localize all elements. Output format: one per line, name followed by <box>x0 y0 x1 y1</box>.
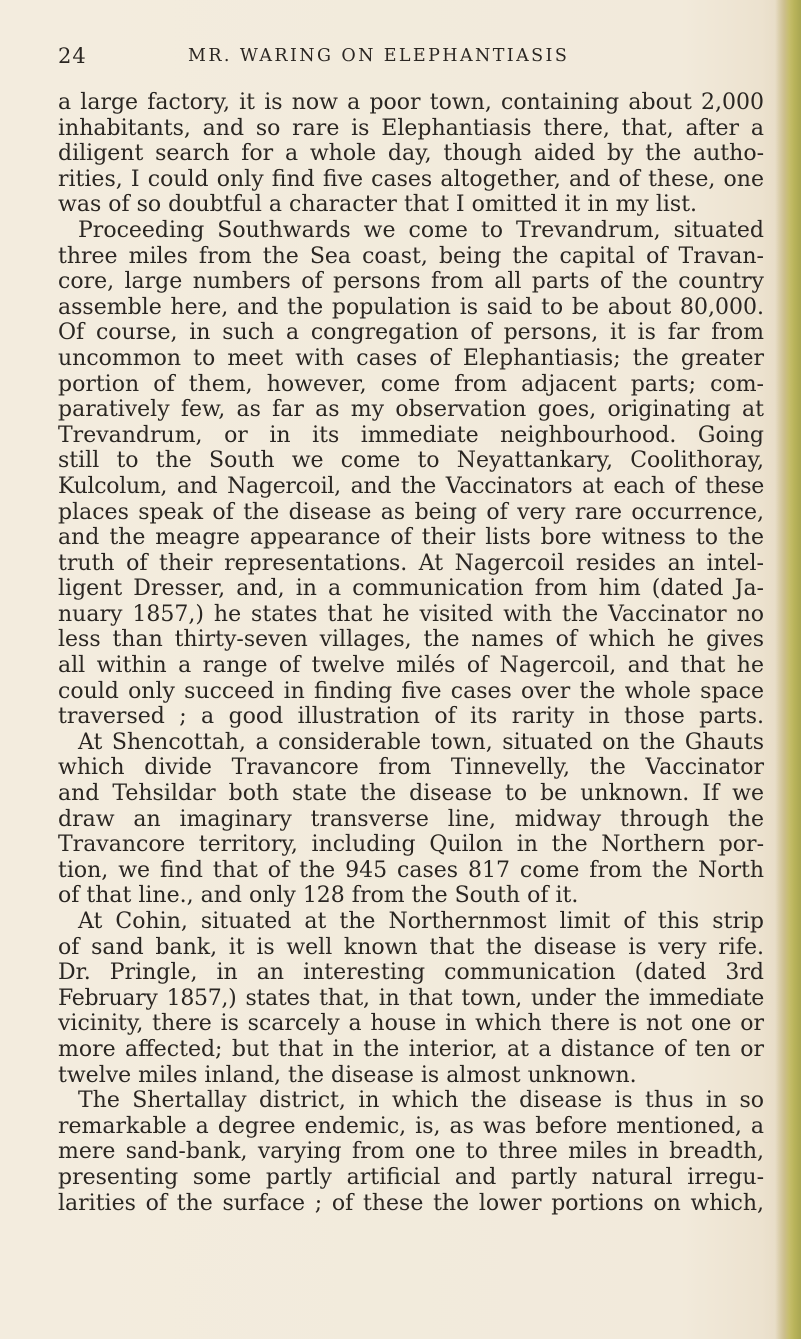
text-line: of that line., and only 128 from the South of it. <box>58 883 579 909</box>
text-line: Of course, in such a congregation of persons, it is far from <box>58 320 764 346</box>
text-line: truth of their representations. At Nagercoil resides an intel- <box>58 550 764 576</box>
text-line: less than thirty-seven villages, the names of which he gives <box>58 627 764 653</box>
text-line: uncommon to meet with cases of Elephantiasis; the greater <box>58 345 764 371</box>
text-line: which divide Travancore from Tinnevelly, the Vaccinator <box>58 755 764 781</box>
text-line: larities of the surface ; of these the lower portions on which, <box>58 1190 764 1216</box>
body-text <box>58 90 764 1216</box>
paragraph-start: The Shertallay district, in which the disease is thus in so <box>78 1088 764 1114</box>
running-head: MR. WARING ON ELEPHANTIASIS <box>188 46 570 66</box>
paragraph-start: At Shencottah, a considerable town, situated on the Ghauts <box>78 729 764 755</box>
text-line: traversed ; a good illustration of its rarity in those parts. <box>58 704 764 730</box>
text-line: remarkable a degree endemic, is, as was before mentioned, a <box>58 1113 764 1139</box>
text-line: February 1857,) states that, in that town, under the immediate <box>58 985 764 1011</box>
text-line: presenting some partly artificial and partly natural irregu- <box>58 1164 764 1190</box>
page-header <box>58 44 758 72</box>
text-line: was of so doubtful a character that I omitted it in my list. <box>58 192 698 218</box>
text-line: twelve miles inland, the disease is almost unknown. <box>58 1062 637 1088</box>
text-line: three miles from the Sea coast, being the capital of Travan- <box>58 243 764 269</box>
text-line: tion, we find that of the 945 cases 817 come from the North <box>58 857 764 883</box>
text-line: Trevandrum, or in its immediate neighbourhood. Going <box>58 422 764 448</box>
page-number: 24 <box>58 44 87 68</box>
text-line: could only succeed in finding five cases over the whole space <box>58 678 764 704</box>
text-line: assemble here, and the population is said to be about 80,000. <box>58 294 764 320</box>
paragraph-start: Proceeding Southwards we come to Trevandrum, situated <box>78 217 764 243</box>
text-line: paratively few, as far as my observation goes, originating at <box>58 397 764 423</box>
text-line: core, large numbers of persons from all parts of the country <box>58 269 764 295</box>
text-line: portion of them, however, come from adjacent parts; com- <box>58 371 764 397</box>
text-line: draw an imaginary transverse line, midway through the <box>58 806 764 832</box>
text-line: diligent search for a whole day, though aided by the autho- <box>58 141 764 167</box>
text-line: mere sand-bank, varying from one to three miles in breadth, <box>58 1139 764 1165</box>
text-line: nuary 1857,) he states that he visited with the Vaccinator no <box>58 601 764 627</box>
text-line: and the meagre appearance of their lists bore witness to the <box>58 525 764 551</box>
text-line: rities, I could only find five cases altogether, and of these, one <box>58 166 764 192</box>
text-line: still to the South we come to Neyattankary, Coolithoray, <box>58 448 764 474</box>
text-line: Kulcolum, and Nagercoil, and the Vaccinators at each of these <box>58 473 764 499</box>
text-line: ligent Dresser, and, in a communication from him (dated Ja- <box>58 576 764 602</box>
text-line: inhabitants, and so rare is Elephantiasis there, that, after a <box>58 115 764 141</box>
text-line: of sand bank, it is well known that the disease is very rife. <box>58 934 764 960</box>
text-line: all within a range of twelve milés of Nagercoil, and that he <box>58 653 764 679</box>
text-line: a large factory, it is now a poor town, containing about 2,000 <box>58 90 764 115</box>
text-line: Travancore territory, including Quilon in the Northern por- <box>58 832 764 858</box>
text-line: vicinity, there is scarcely a house in which there is not one or <box>58 1011 764 1037</box>
paragraph-start: At Cohin, situated at the Northernmost limit of this strip <box>78 909 764 934</box>
text-line: more affected; but that in the interior, at a distance of ten or <box>58 1036 764 1062</box>
page-edge-shadow <box>775 0 801 1339</box>
text-line: Dr. Pringle, in an interesting communication (dated 3rd <box>58 960 764 986</box>
text-line: places speak of the disease as being of very rare occurrence, <box>58 499 764 525</box>
text-line: and Tehsildar both state the disease to be unknown. If we <box>58 781 764 807</box>
